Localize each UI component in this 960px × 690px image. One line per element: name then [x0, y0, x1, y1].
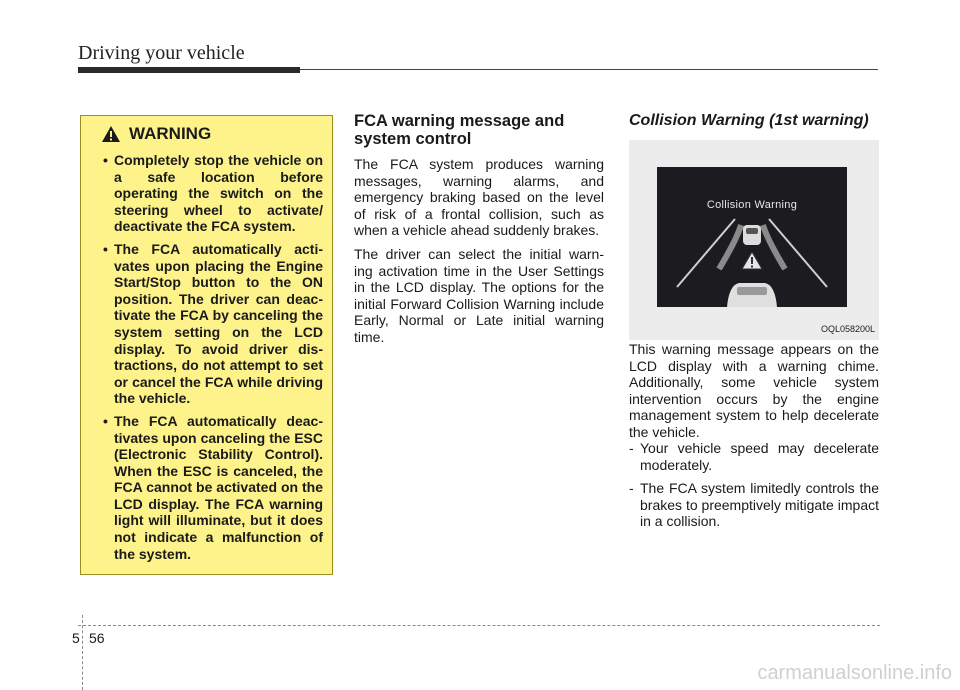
- warning-title: WARNING: [129, 124, 212, 143]
- fca-section: [354, 112, 604, 353]
- collision-heading: Collision Warning (1st warning): [629, 112, 869, 129]
- bullet: •: [103, 412, 108, 429]
- bullet: •: [103, 152, 108, 168]
- collision-dash-item: [629, 480, 879, 530]
- collision-intro: This warning message appears on the LCD display with a warning chime. Additionally, some vehicle system intervention occurs by the engine management system to help decelerate the vehicle.: [629, 341, 879, 440]
- page-number: 56: [89, 630, 105, 646]
- header-rule: [300, 69, 878, 70]
- dash-item-text: The FCA system limitedly controls the brakes to preemptively mitigate impact in a collision.: [640, 480, 879, 530]
- warning-list: [103, 152, 323, 568]
- warning-item: [103, 413, 323, 562]
- bullet: •: [103, 240, 108, 257]
- section-paragraph: The FCA system produces warning messages, warning alarms, and emergency braking based on the level of risk of a frontal collision, such as when a vehicle ahead suddenly brakes.: [354, 156, 604, 239]
- warning-box: [80, 115, 333, 575]
- warning-item-text: The FCA automatically acti- vates upon placing the Engine Start/Stop button to the ON position. The driver can deac- tivate the FCA by canceling the system setting on the LCD display. To avoid driver dis- tractions, do not attempt to set or cancel the FCA while driving the vehicle.: [114, 240, 323, 407]
- warning-item-text: The FCA automatically deac- tivates upon canceling the ESC (Electronic Stability Control). When the ESC is canceled, the FCA cannot be activated on the LCD display. The FCA warning light will illuminate, but it does not indicate a malfunction of the system.: [114, 412, 323, 562]
- dash-item-text: Your vehicle speed may decelerate moderately.: [640, 440, 879, 473]
- warning-item: [103, 241, 323, 407]
- lcd-screen-title: Collision Warning: [706, 199, 798, 211]
- collision-dash-item: [629, 440, 879, 473]
- warning-item-text: Completely stop the vehicle on a safe location before operating the switch on the steering wheel to activate/ deactivate the FCA system.: [114, 152, 323, 235]
- image-code: OQL058200L: [820, 324, 875, 334]
- warning-header: [101, 124, 211, 144]
- dash-marker: -: [629, 480, 634, 496]
- footer-rule: [78, 625, 880, 626]
- section-heading: FCA warning message and system control: [354, 112, 565, 148]
- header-bar: [78, 67, 300, 73]
- section-number: 5: [72, 630, 80, 646]
- page-header-title: Driving your vehicle: [78, 42, 245, 64]
- warning-item: [103, 152, 323, 235]
- lcd-illustration: [629, 140, 879, 340]
- warning-triangle-icon: [101, 125, 121, 143]
- lcd-screen: [657, 167, 847, 307]
- dash-marker: -: [629, 440, 634, 456]
- footer-divider: [82, 615, 83, 690]
- watermark: carmanualsonline.info: [757, 662, 952, 684]
- section-paragraph: The driver can select the initial warn- ing activation time in the User Settings in the LCD display. The options for the initial Forward Collision Warning include Early, Normal or Late initial warning time.: [354, 245, 604, 345]
- collision-graphic-icon: [657, 167, 847, 307]
